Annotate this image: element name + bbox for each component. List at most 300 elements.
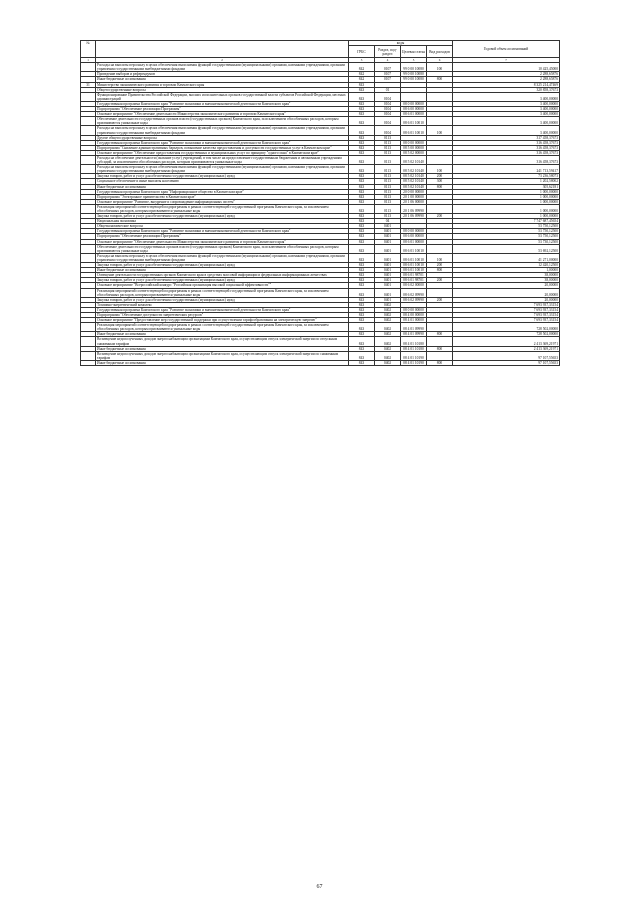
cell-grbs: 843	[349, 318, 375, 323]
cell-sum: 316 458,37673	[453, 145, 560, 150]
cell-name: Подпрограмма "Обеспечение доступности энергетических ресурсов"	[96, 312, 349, 317]
cell-sum: 38,00000	[453, 273, 560, 278]
cell-razd: 0401	[375, 234, 401, 239]
cell-cs: 08 4 01 10190	[401, 360, 427, 365]
cell-num	[81, 204, 96, 213]
cell-vr	[427, 155, 453, 164]
cell-sum: 97 107,55653	[453, 360, 560, 365]
cell-name: Основное мероприятие "Развитие, внедрение и сопровождение информационных систем"	[96, 199, 349, 204]
cell-name: Иные бюджетные ассигнования	[96, 332, 349, 337]
cell-cs: 08 4 01 09990	[401, 323, 427, 332]
cell-name: Общеэкономические вопросы	[96, 224, 349, 229]
header-vr: Вид расходов	[427, 46, 453, 58]
budget-page	[80, 40, 560, 366]
cell-sum: 2 413 369,21971	[453, 337, 560, 346]
cell-name: Государственная программа Камчатского края "Развитие экономики и внешнеэкономической деятельности Камчатского края"	[96, 101, 349, 106]
cell-razd: 01	[375, 87, 401, 92]
cell-cs: 20 1 06 00000	[401, 199, 427, 204]
cell-grbs: 843	[349, 234, 375, 239]
cell-cs: 08 6 02 09990	[401, 288, 427, 297]
cell-grbs: 843	[349, 184, 375, 189]
cell-sum: 728 502,00000	[453, 323, 560, 332]
cell-name: Подпрограмма "Электронное правительство в Камчатском крае"	[96, 194, 349, 199]
cell-name: Проведение выборов и референдумов	[96, 72, 349, 77]
cell-sum: 53 730,12500	[453, 239, 560, 244]
cell-razd: 0401	[375, 229, 401, 234]
cell-razd: 0401	[375, 283, 401, 288]
cell-razd: 0402	[375, 332, 401, 337]
cell-razd: 04	[375, 219, 401, 224]
cell-razd: 0113	[375, 204, 401, 213]
cell-grbs: 843	[349, 263, 375, 268]
cell-cs: 08 6 01 00000	[401, 112, 427, 117]
cell-cs: 08 6 01 10010	[401, 117, 427, 126]
header-grbs: ГРБС	[349, 46, 375, 58]
header-razd: Раздел, под-раздел	[375, 46, 401, 58]
cell-sum: 7 693 937,33154	[453, 307, 560, 312]
table-row	[81, 351, 560, 360]
cell-num	[81, 63, 96, 72]
cell-razd: 0113	[375, 140, 401, 145]
cell-num	[81, 288, 96, 297]
cell-name: Основное мероприятие "Обеспечение деятельности Министерства экономического развития и торговли Камчатского края"	[96, 239, 349, 244]
cell-grbs: 843	[349, 204, 375, 213]
cell-razd: 0113	[375, 155, 401, 164]
cell-razd: 0402	[375, 312, 401, 317]
header-cs: Целевая статья	[401, 46, 427, 58]
cell-vr: 200	[427, 263, 453, 268]
cell-name: Закупка товаров, работ и услуг для обеспечения государственных (муниципальных) нужд	[96, 297, 349, 302]
cell-cs: 20 1 06 09990	[401, 214, 427, 219]
cell-sum: 1 000,00000	[453, 199, 560, 204]
cell-name: Основное мероприятие "Всероссийский конкурс "Российская организация высокой социальной эффективности""	[96, 283, 349, 288]
cell-grbs: 843	[349, 312, 375, 317]
cell-sum: 2 288,65876	[453, 77, 560, 82]
table-row	[81, 92, 560, 101]
cell-razd: 0113	[375, 189, 401, 194]
cell-grbs: 843	[349, 155, 375, 164]
cell-name: Закупка товаров, работ и услуг для обеспечения государственных (муниципальных) нужд	[96, 263, 349, 268]
table-row	[81, 204, 560, 213]
cell-grbs: 843	[349, 194, 375, 199]
cell-vr: 200	[427, 214, 453, 219]
cell-grbs: 843	[349, 140, 375, 145]
cell-name: Основное мероприятие "Обеспечение предоставления государственных и муниципальных услуг по принципу "одного окна" в Камчатском крае"	[96, 150, 349, 155]
cell-cs: 20 1 00 00000	[401, 194, 427, 199]
cell-grbs: 843	[349, 82, 375, 87]
cell-grbs: 842	[349, 77, 375, 82]
cell-razd: 0401	[375, 273, 401, 278]
cell-cs: 20 0 00 00000	[401, 189, 427, 194]
cell-razd: 0107	[375, 63, 401, 72]
cell-vr: 100	[427, 253, 453, 262]
cell-name: Министерство экономического развития и торговли Камчатского края	[96, 82, 349, 87]
cell-cs: 08 4 01 10190	[401, 351, 427, 360]
cell-razd: 0113	[375, 199, 401, 204]
cell-cs: 08 0 00 00000	[401, 101, 427, 106]
cell-cs: 99 0 00 10080	[401, 77, 427, 82]
cell-name: Расходы на выплаты персоналу в целях обеспечения выполнения функций государственными (муниципальными) органами, казенными учреждениями, органами управления государственными внебюджетными фондами	[96, 126, 349, 135]
cell-grbs: 843	[349, 219, 375, 224]
cell-razd: 0401	[375, 288, 401, 297]
cell-name: Возмещение недополученных доходов энергоснабжающим организациям Камчатского края, осуществляющим отпуск электрической энергии по отпускным сниженным тарифам	[96, 337, 349, 346]
cell-sum: 7 693 937,33154	[453, 302, 560, 307]
cell-grbs: 843	[349, 229, 375, 234]
cell-cs: 08 6 01 10010	[401, 268, 427, 273]
table-row	[81, 165, 560, 174]
cell-name: Национальная экономика	[96, 219, 349, 224]
cell-razd: 0402	[375, 318, 401, 323]
cell-num	[81, 253, 96, 262]
column-index: 7	[453, 58, 560, 63]
cell-name: Обеспечение деятельности государственных органов власти (государственных органов) Камчатского края, за исключением обособленных расходов, которым присваиваются уникальные коды	[96, 117, 349, 126]
table-row	[81, 360, 560, 365]
cell-razd: 0401	[375, 297, 401, 302]
cell-razd: 0113	[375, 145, 401, 150]
cell-num	[81, 165, 96, 174]
cell-cs: 08 0 00 00000	[401, 140, 427, 145]
cell-sum: 3 400,00000	[453, 107, 560, 112]
cell-sum: 20,00000	[453, 283, 560, 288]
budget-table	[80, 40, 560, 366]
cell-razd: 0104	[375, 107, 401, 112]
cell-cs: 08 4 01 10180	[401, 337, 427, 346]
cell-grbs: 843	[349, 126, 375, 135]
cell-grbs: 843	[349, 278, 375, 283]
cell-vr	[427, 337, 453, 346]
cell-grbs: 843	[349, 323, 375, 332]
cell-cs: 08 6 02 09990	[401, 297, 427, 302]
table-row	[81, 337, 560, 346]
cell-cs: 08 5 00 00000	[401, 145, 427, 150]
table-row	[81, 155, 560, 164]
cell-grbs: 843	[349, 224, 375, 229]
cell-vr: 100	[427, 126, 453, 135]
cell-sum: 316 458,37673	[453, 150, 560, 155]
header-name	[96, 41, 349, 58]
table-row	[81, 117, 560, 126]
cell-name: Другие общегосударственные вопросы	[96, 135, 349, 140]
cell-num	[81, 360, 96, 365]
cell-vr: 800	[427, 360, 453, 365]
cell-name: Общегосударственные вопросы	[96, 87, 349, 92]
cell-name: Возмещение недополученных доходов энергоснабжающим организациям Камчатского края, осуществляющим отпуск электрической энергии по сниженным тарифам	[96, 351, 349, 360]
cell-sum: 10 425,45000	[453, 63, 560, 72]
cell-grbs: 843	[349, 92, 375, 101]
column-index: 6	[427, 58, 453, 63]
cell-grbs: 843	[349, 332, 375, 337]
cell-num	[81, 337, 96, 346]
cell-cs: 08 5 02 10140	[401, 174, 427, 179]
cell-cs: 99 0 00 10080	[401, 63, 427, 72]
cell-cs: 08 4 00 00000	[401, 312, 427, 317]
cell-razd: 0104	[375, 112, 401, 117]
cell-vr	[427, 323, 453, 332]
cell-sum: 728 502,00000	[453, 332, 560, 337]
cell-grbs: 843	[349, 199, 375, 204]
cell-grbs: 842	[349, 72, 375, 77]
table-row	[81, 253, 560, 262]
cell-grbs: 843	[349, 135, 375, 140]
cell-razd: 0104	[375, 101, 401, 106]
cell-razd: 0402	[375, 360, 401, 365]
cell-vr	[427, 244, 453, 253]
header-sum: Годовой объем ассигнований	[453, 41, 560, 58]
cell-grbs: 843	[349, 112, 375, 117]
cell-grbs: 843	[349, 302, 375, 307]
cell-sum: 316 458,37673	[453, 140, 560, 145]
cell-vr: 200	[427, 278, 453, 283]
column-index: 5	[401, 58, 427, 63]
cell-sum: 73 236,58073	[453, 174, 560, 179]
cell-num: 31	[81, 82, 96, 87]
cell-razd: 0113	[375, 179, 401, 184]
cell-sum: 38,00000	[453, 278, 560, 283]
cell-grbs: 842	[349, 63, 375, 72]
cell-name: Реализация мероприятий соответствующей подпрограммы в рамках соответствующей государственной программы Камчатского края, за исключением обособленных расходов, которым присваиваются уникальные коды	[96, 204, 349, 213]
cell-grbs: 843	[349, 214, 375, 219]
cell-sum: 3 400,00000	[453, 92, 560, 101]
cell-cs: 08 6 01 98701	[401, 273, 427, 278]
column-index: 2	[96, 58, 349, 63]
cell-grbs: 843	[349, 244, 375, 253]
cell-cs: 20 1 06 09990	[401, 204, 427, 213]
cell-grbs: 843	[349, 283, 375, 288]
cell-name: Закупка товаров, работ и услуг для обеспечения государственных (муниципальных) нужд	[96, 278, 349, 283]
cell-name: Расходы на обеспечение деятельности (оказание услуг) учреждений, в том числе на предоставление государственным бюджетным и автономным учреждениям субсидий, за исключением обособленных расходов, которым присваиваются уникальные коды	[96, 155, 349, 164]
cell-num	[81, 117, 96, 126]
cell-vr	[427, 351, 453, 360]
cell-sum: 1 000,00000	[453, 204, 560, 213]
cell-sum: 1,00000	[453, 268, 560, 273]
cell-vr: 800	[427, 268, 453, 273]
cell-razd: 0401	[375, 263, 401, 268]
cell-name: Основное мероприятие "Предоставление мер государственной поддержки при осуществлении тарифообразования на электрическую энергию"	[96, 318, 349, 323]
cell-sum: 53 750,12500	[453, 229, 560, 234]
cell-grbs: 843	[349, 165, 375, 174]
cell-sum: 3 400,00000	[453, 126, 560, 135]
cell-vr: 800	[427, 77, 453, 82]
cell-grbs: 843	[349, 145, 375, 150]
cell-razd: 0113	[375, 165, 401, 174]
cell-razd: 0104	[375, 92, 401, 101]
cell-name: Иные бюджетные ассигнования	[96, 77, 349, 82]
cell-sum: 1 000,00000	[453, 189, 560, 194]
cell-vr: 300	[427, 179, 453, 184]
cell-num	[81, 126, 96, 135]
cell-sum: 3 400,00000	[453, 112, 560, 117]
cell-grbs: 843	[349, 288, 375, 297]
cell-name: Подпрограмма "Обеспечение реализации Программы"	[96, 234, 349, 239]
cell-cs: 08 6 01 98701	[401, 278, 427, 283]
cell-sum: 41 271,00000	[453, 253, 560, 262]
cell-grbs: 843	[349, 107, 375, 112]
cell-vr: 200	[427, 297, 453, 302]
cell-name: Основное мероприятие "Обеспечение деятельности Министерства экономического развития и торговли Камчатского края"	[96, 112, 349, 117]
cell-name: Иные бюджетные ассигнования	[96, 184, 349, 189]
cell-name: Реализация мероприятий соответствующей подпрограммы в рамках соответствующей государственной программы Камчатского края, за исключением обособленных расходов, которым присваиваются уникальные коды	[96, 288, 349, 297]
cell-sum: 20,00000	[453, 288, 560, 297]
cell-name: Иные бюджетные ассигнования	[96, 268, 349, 273]
cell-razd: 0402	[375, 323, 401, 332]
column-index: 4	[375, 58, 401, 63]
cell-cs: 08 6 01 10010	[401, 244, 427, 253]
cell-vr	[427, 117, 453, 126]
cell-vr: 800	[427, 346, 453, 351]
cell-sum: 2 413 369,21971	[453, 346, 560, 351]
cell-grbs: 843	[349, 117, 375, 126]
cell-sum: 53 692,12500	[453, 244, 560, 253]
cell-name: Подпрограмма "Обеспечение реализации Программы"	[96, 107, 349, 112]
cell-razd: 0401	[375, 244, 401, 253]
cell-cs: 08 5 02 10140	[401, 179, 427, 184]
cell-razd: 0402	[375, 307, 401, 312]
cell-name: Государственная программа Камчатского края "Информационное общество в Камчатском крае"	[96, 189, 349, 194]
cell-cs: 08 6 02 00000	[401, 283, 427, 288]
cell-name: Государственная программа Камчатского края "Развитие экономики и внешнеэкономической деятельности Камчатского края"	[96, 140, 349, 145]
cell-sum: 7 693 937,33154	[453, 312, 560, 317]
cell-cs: 08 5 02 00000	[401, 150, 427, 155]
cell-sum: 320 858,37673	[453, 87, 560, 92]
cell-cs: 08 6 01 00000	[401, 239, 427, 244]
cell-sum: 3 400,00000	[453, 101, 560, 106]
table-row	[81, 63, 560, 72]
cell-grbs: 843	[349, 351, 375, 360]
cell-name: Иные бюджетные ассигнования	[96, 346, 349, 351]
cell-name: Топливно-энергетический комплекс	[96, 302, 349, 307]
column-index: 3	[349, 58, 375, 63]
cell-name: Государственная программа Камчатского края "Развитие экономики и внешнеэкономической деятельности Камчатского края"	[96, 307, 349, 312]
cell-razd: 0113	[375, 150, 401, 155]
cell-sum: 7 693 937,33154	[453, 318, 560, 323]
cell-grbs: 843	[349, 346, 375, 351]
cell-name: Расходы на выплаты персоналу в целях обеспечения выполнения функций государственными (муниципальными) органами, казенными учреждениями, органами управления государственными внебюджетными фондами	[96, 253, 349, 262]
cell-cs: 08 5 02 10140	[401, 165, 427, 174]
cell-cs: 99 0 00 10080	[401, 72, 427, 77]
cell-cs: 08 4 01 00000	[401, 318, 427, 323]
cell-name: Государственная программа Камчатского края "Развитие экономики и внешнеэкономической деятельности Камчатского края"	[96, 229, 349, 234]
cell-vr	[427, 204, 453, 213]
cell-name: Реализация мероприятий соответствующей подпрограммы в рамках соответствующей государственной программы Камчатского края, за исключением обособленных расходов, которым присваиваются уникальные коды	[96, 323, 349, 332]
cell-razd: 0113	[375, 214, 401, 219]
cell-vr: 800	[427, 332, 453, 337]
cell-sum: 53 750,12500	[453, 224, 560, 229]
cell-razd: 0113	[375, 184, 401, 189]
cell-razd: 0104	[375, 126, 401, 135]
cell-grbs: 843	[349, 101, 375, 106]
cell-cs: 08 5 02 10140	[401, 155, 427, 164]
cell-grbs: 843	[349, 253, 375, 262]
cell-vr	[427, 288, 453, 297]
cell-vr: 100	[427, 165, 453, 174]
header-codes: коды	[349, 41, 453, 46]
page-number: 67	[316, 884, 323, 890]
cell-razd: 0401	[375, 224, 401, 229]
cell-razd: 0402	[375, 351, 401, 360]
cell-cs: 08 5 02 10140	[401, 184, 427, 189]
cell-num	[81, 323, 96, 332]
cell-razd: 0402	[375, 346, 401, 351]
table-row	[81, 244, 560, 253]
cell-grbs: 843	[349, 360, 375, 365]
cell-razd: 0113	[375, 135, 401, 140]
cell-name: Расходы на выплаты персоналу в целях обеспечения выполнения функций государственными (муниципальными) органами, казенными учреждениями, органами управления государственными внебюджетными фондами	[96, 63, 349, 72]
cell-vr: 200	[427, 174, 453, 179]
cell-cs: 08 6 01 10010	[401, 126, 427, 135]
cell-grbs: 843	[349, 87, 375, 92]
cell-sum: 3 400,00000	[453, 117, 560, 126]
cell-cs: 08 4 01 10180	[401, 346, 427, 351]
cell-razd: 0401	[375, 268, 401, 273]
cell-sum: 1 202,58002	[453, 179, 560, 184]
table-row	[81, 323, 560, 332]
cell-sum: 1 000,00000	[453, 194, 560, 199]
cell-sum: 8 325 214,47469	[453, 82, 560, 87]
cell-grbs: 843	[349, 297, 375, 302]
cell-grbs: 843	[349, 273, 375, 278]
cell-sum: 20,00000	[453, 297, 560, 302]
cell-grbs: 843	[349, 307, 375, 312]
cell-grbs: 843	[349, 337, 375, 346]
cell-sum: 305,62181	[453, 184, 560, 189]
cell-razd: 0402	[375, 337, 401, 346]
cell-sum: 317 458,37673	[453, 135, 560, 140]
cell-cs: 08 4 01 09990	[401, 332, 427, 337]
cell-name: Подпрограмма "Снижение административных барьеров, повышение качества предоставления и доступности государственных услуг в Камчатском крае"	[96, 145, 349, 150]
cell-razd: 0402	[375, 302, 401, 307]
cell-num	[81, 351, 96, 360]
cell-name: Обеспечение деятельности государственных органов власти (государственных органов) Камчатского края, за исключением обособленных расходов, которым присваиваются уникальные коды	[96, 244, 349, 253]
cell-cs: 08 6 00 00000	[401, 234, 427, 239]
cell-cs: 08 0 00 00000	[401, 229, 427, 234]
cell-sum: 2 288,65876	[453, 72, 560, 77]
cell-name: Иные бюджетные ассигнования	[96, 360, 349, 365]
cell-sum: 97 107,55653	[453, 351, 560, 360]
cell-name: Социальное обеспечение и иные выплаты населению	[96, 179, 349, 184]
column-index: 1	[81, 58, 96, 63]
cell-grbs: 843	[349, 150, 375, 155]
cell-sum: 241 713,59417	[453, 165, 560, 174]
cell-sum: 1 000,00000	[453, 214, 560, 219]
cell-vr: 100	[427, 63, 453, 72]
cell-num	[81, 244, 96, 253]
cell-name: Освещение деятельности государственных органов Камчатского края в средствах массовой информации и федеральных информационных агентствах	[96, 273, 349, 278]
cell-cs: 08 6 01 10010	[401, 263, 427, 268]
cell-sum: 316 458,37673	[453, 155, 560, 164]
cell-razd: 0401	[375, 278, 401, 283]
cell-cs: 08 6 00 00000	[401, 107, 427, 112]
cell-sum: 7 747 687,45654	[453, 219, 560, 224]
cell-grbs: 843	[349, 268, 375, 273]
cell-name: Закупка товаров, работ и услуг для обеспечения государственных (муниципальных) нужд	[96, 214, 349, 219]
cell-vr: 800	[427, 184, 453, 189]
cell-name: Расходы на выплаты персоналу в целях обеспечения выполнения функций государственными (муниципальными) органами, казенными учреждениями, органами управления государственными внебюджетными фондами	[96, 165, 349, 174]
cell-name: Закупка товаров, работ и услуг для обеспечения государственных (муниципальных) нужд	[96, 174, 349, 179]
header-num: №	[81, 41, 96, 58]
cell-vr	[427, 92, 453, 101]
cell-grbs: 843	[349, 239, 375, 244]
cell-razd: 0401	[375, 253, 401, 262]
cell-name: Функционирование Правительства Российской Федерации, высших исполнительных органов государственной власти субъектов Российской Федерации, местных администраций	[96, 92, 349, 101]
cell-cs	[401, 92, 427, 101]
cell-razd: 0113	[375, 194, 401, 199]
table-row	[81, 288, 560, 297]
cell-sum: 53 750,12500	[453, 234, 560, 239]
cell-razd: 0107	[375, 72, 401, 77]
cell-cs: 08 0 00 00000	[401, 307, 427, 312]
cell-cs: 08 6 01 10010	[401, 253, 427, 262]
cell-razd: 0113	[375, 174, 401, 179]
